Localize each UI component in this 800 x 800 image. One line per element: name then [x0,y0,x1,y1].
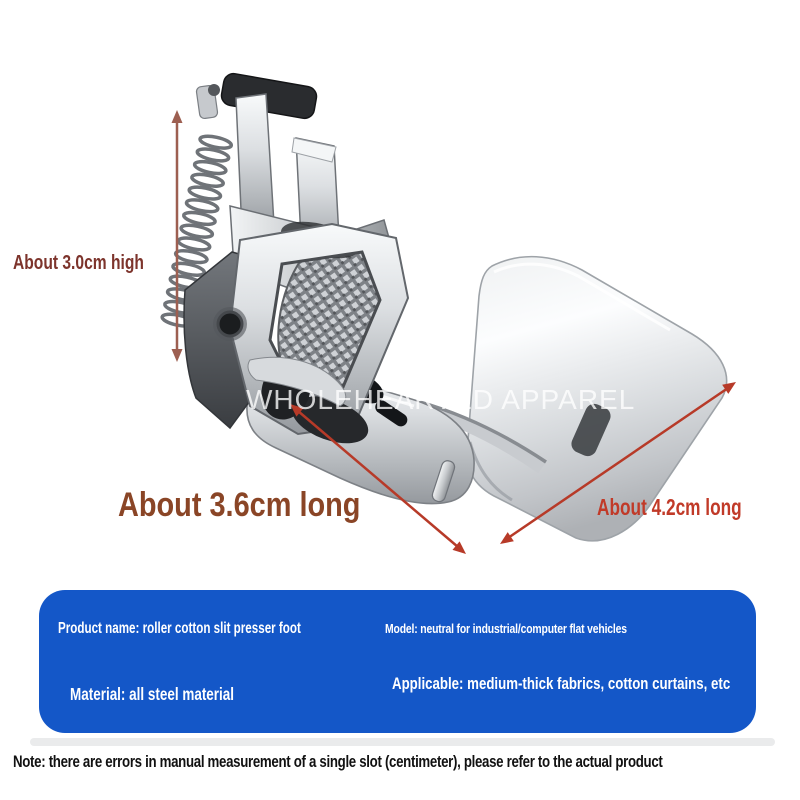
plate-length-measurement-label: About 4.2cm long [597,494,742,520]
foot-length-measurement-label: About 3.6cm long [118,486,361,524]
spec-model: Model: neutral for industrial/computer flat vehicles [385,621,627,636]
section-divider [30,738,775,746]
spec-material: Material: all steel material [70,684,235,704]
measurement-note: Note: there are errors in manual measurement of a single slot (centimeter), please refer to the actual product [13,752,663,771]
height-measurement-label: About 3.0cm high [13,252,144,274]
spec-product-name: Product name: roller cotton slit presser foot [58,620,301,637]
watermark-text: WHOLEHEARTED APPAREL [246,384,636,415]
spec-info-box [39,590,756,733]
spec-applicable: Applicable: medium-thick fabrics, cotton curtains, etc [392,674,731,693]
